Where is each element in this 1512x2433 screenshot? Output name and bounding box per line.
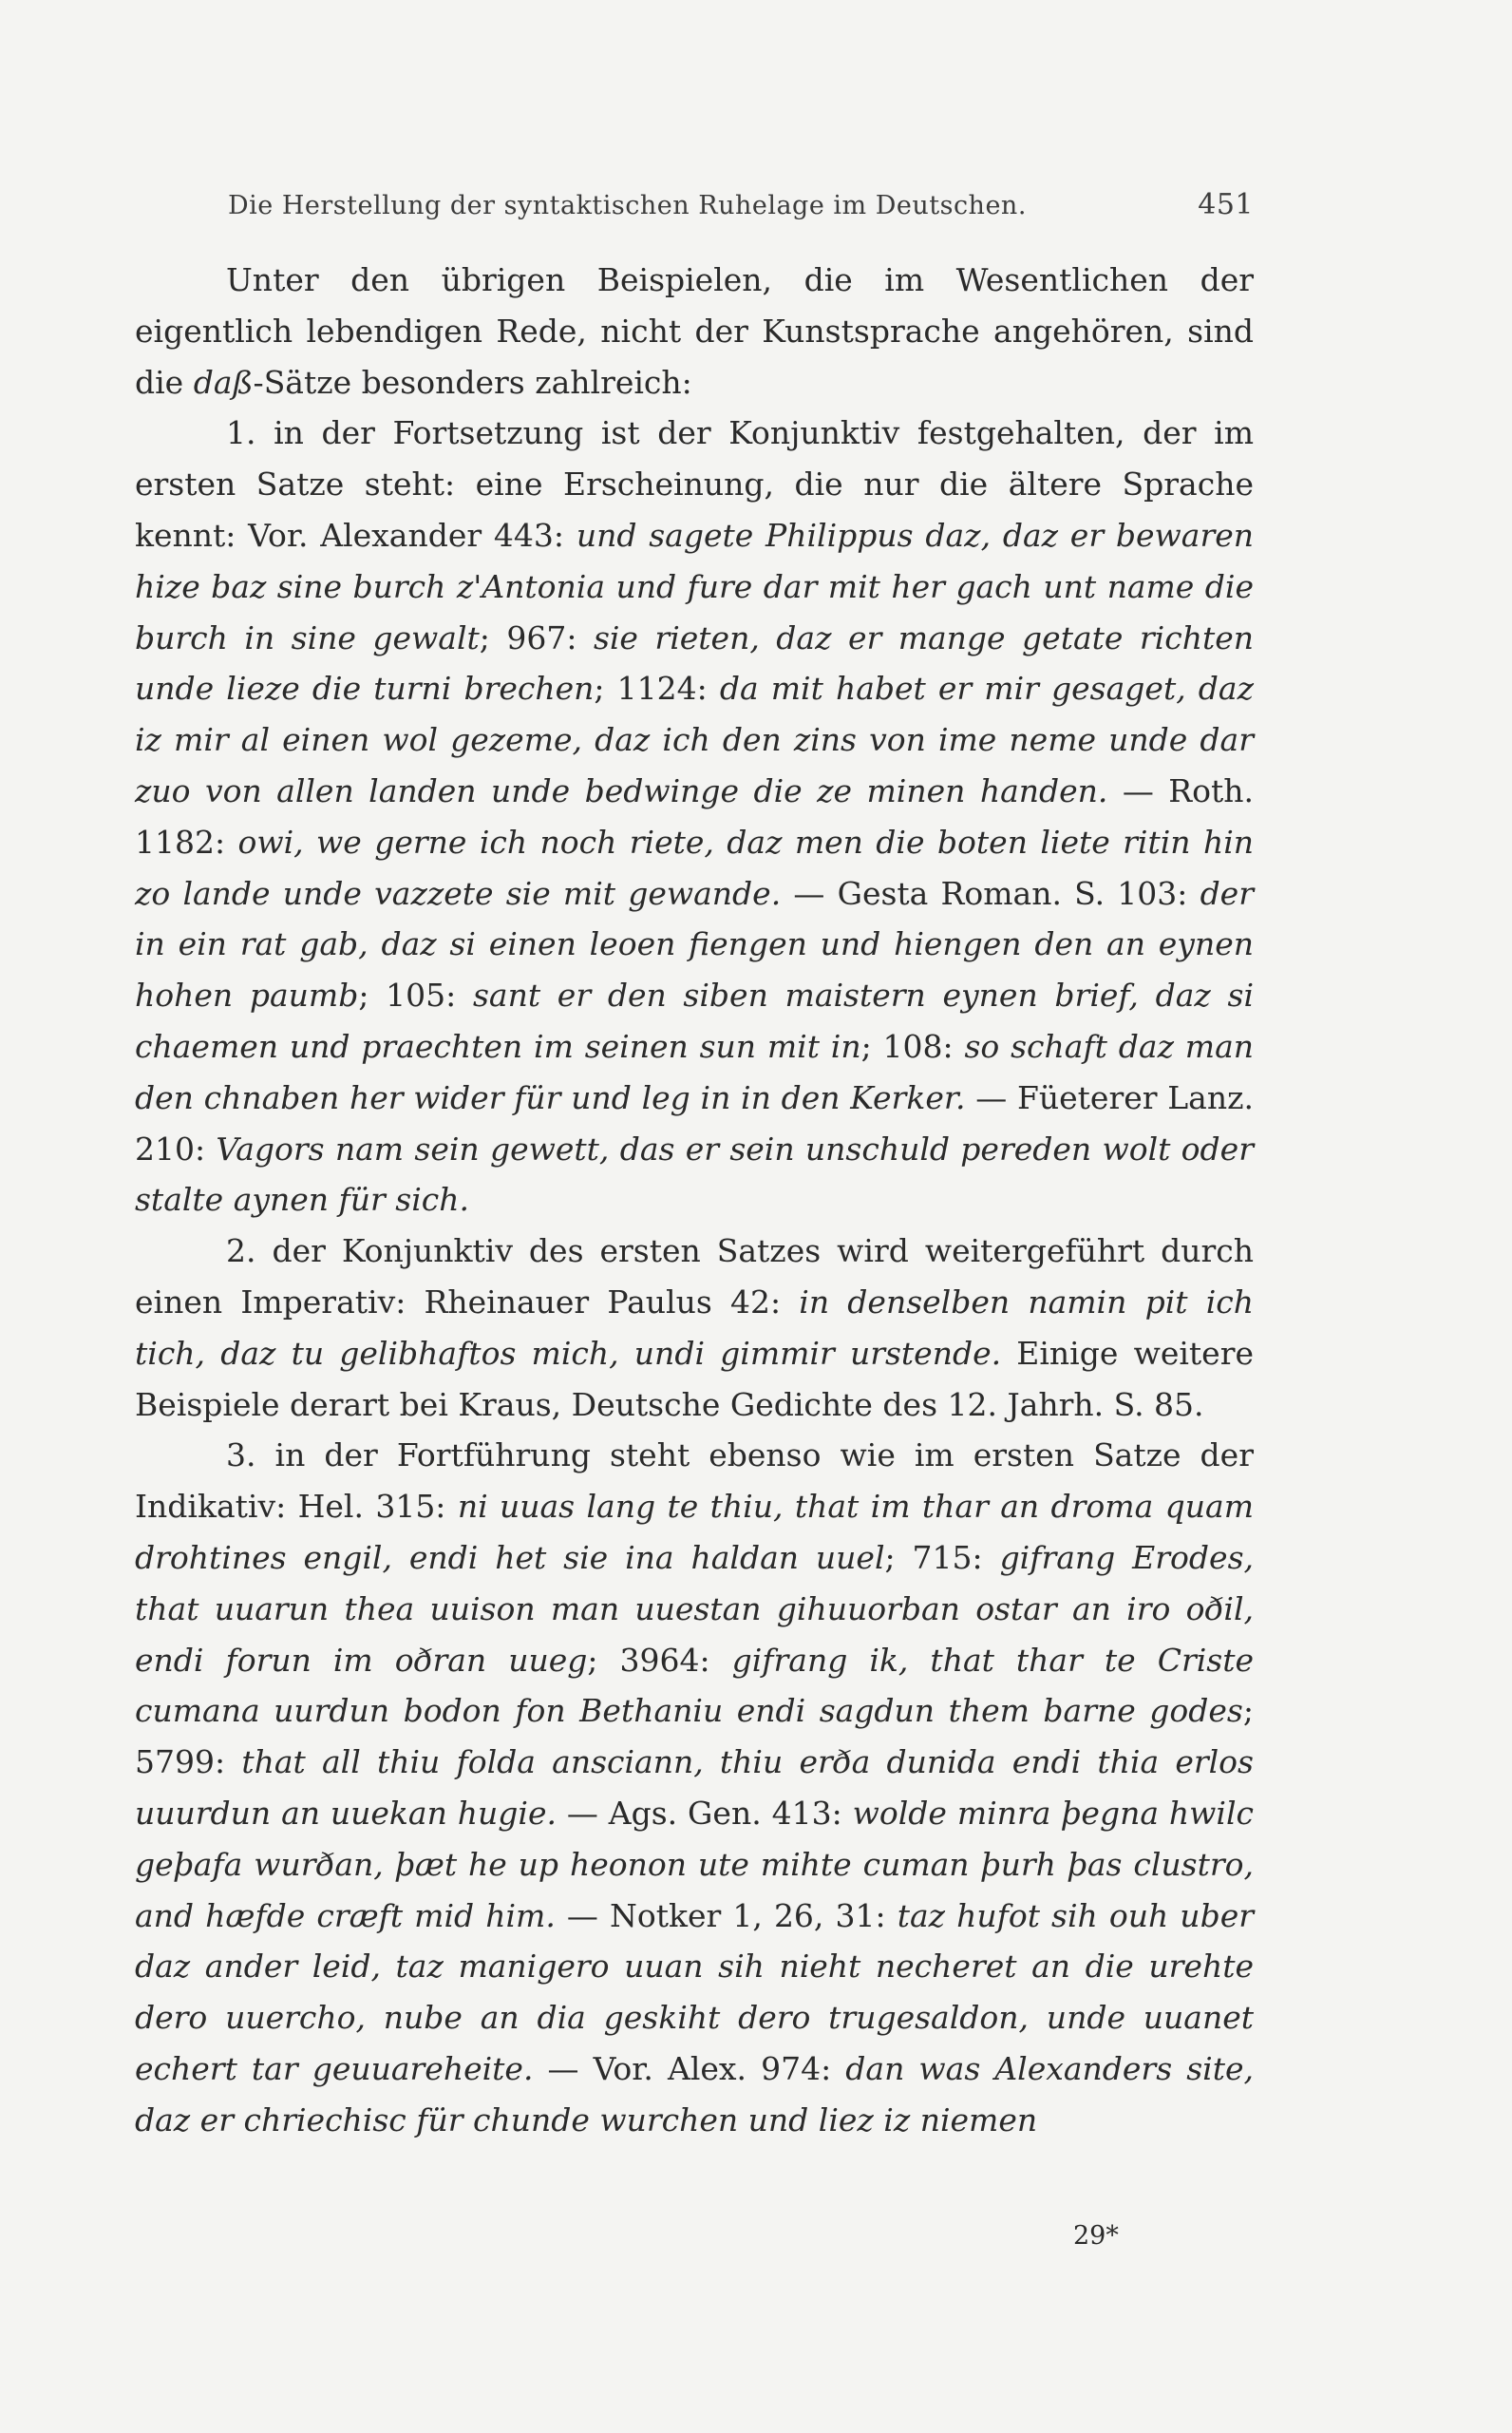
body-text [135,255,1254,2145]
paragraph-1: 1. in der Fortsetzung ist der Konjunktiv festgehalten, der im ersten Satze steht: eine Erscheinung, die nur die ältere Sprache kennt: Vor. Alexander 443: und sagete Philippus daz, daz er bewaren hize baz sine burch z'Antonia und fure dar mit her gach unt name die burch in sine gewalt; 967: sie rieten, daz er mange getate richten unde lieze die turni brechen; 1124: da mit habet er mir gesaget, daz iz mir al einen wol gezeme, daz ich den zins von ime neme unde dar zuo von allen landen unde bedwinge die ze minen handen. — Roth. 1182: owi, we gerne ich noch riete, daz men die boten liete ritin hin zo lande unde vazzete sie mit gewande. — Gesta Roman. S. 103: der in ein rat gab, daz si einen leoen fiengen und hiengen den an eynen hohen paumb; 105: sant er den siben maistern eynen brief, daz si chaemen und praechten im seinen sun mit in; 108: so schaft daz man den chnaben her wider für und leg in in den Kerker. — Füeterer Lanz. 210: Vagors nam sein gewett, das er sein unschuld pereden wolt oder stalte aynen für sich. [135,414,1255,1219]
running-header [228,188,1254,221]
page-number: 451 [1198,188,1254,221]
running-title: Die Herstellung der syntaktischen Ruhelage im Deutschen. [228,191,1027,220]
paragraph-2: 2. der Konjunktiv des ersten Satzes wird weitergeführt durch einen Imperativ: Rheinauer Paulus 42: in denselben namin pit ich tich, daz tu gelibhaftos mich, undi gimmir urstende. Einige weitere Beispiele derart bei Kraus, Deutsche Gedichte des 12. Jahrh. S. 85. [135,1232,1255,1423]
intro-paragraph: Unter den übrigen Beispielen, die im Wesentlichen der eigentlich lebendigen Rede, nicht der Kunstsprache angehören, sind die daß-Sätze besonders zahlreich: [135,261,1254,401]
paragraph-3: 3. in der Fortführung steht ebenso wie im ersten Satze der Indikativ: Hel. 315: ni uuas lang te thiu, that im thar an droma quam drohtines engil, endi het sie ina haldan uuel; 715: gifrang Erodes, that uuarun thea uuison man uuestan gihuuorban ostar an iro oðil, endi forun im oðran uueg; 3964: gifrang ik, that thar te Criste cumana uurdun bodon fon Bethaniu endi sagdun them barne godes; 5799: that all thiu folda ansciann, thiu erða dunida endi thia erlos uuurdun an uuekan hugie. — Ags. Gen. 413: wolde minra þegna hwilc geþafa wurðan, þæt he up heonon ute mihte cuman þurh þas clustro, and hæfde cræft mid him. — Notker 1, 26, 31: taz hufot sih ouh uber daz ander leid, taz manigero uuan sih nieht necheret an die urehte dero uuercho, nube an dia geskiht dero trugesaldon, unde uuanet echert tar geuuareheite. — Vor. Alex. 974: dan was Alexanders site, daz er chriechisc für chunde wurchen und liez iz niemen [135,1436,1254,2138]
signature-mark: 29* [1073,2221,1119,2251]
